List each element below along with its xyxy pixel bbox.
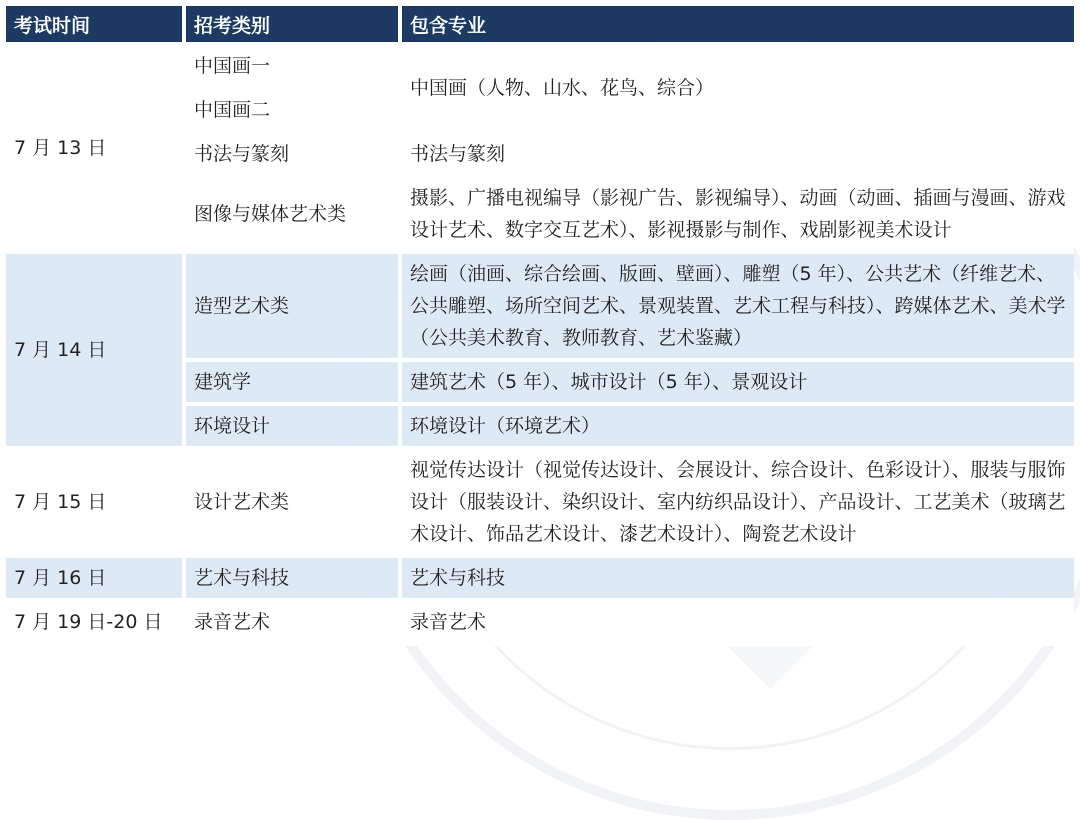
exam-schedule-table (6, 6, 1074, 646)
category-cell: 建筑学 (186, 362, 402, 406)
category-cell: 图像与媒体艺术类 (186, 178, 402, 254)
majors-cell: 书法与篆刻 (402, 134, 1074, 178)
table-row (6, 46, 1074, 90)
majors-cell: 视觉传达设计（视觉传达设计、会展设计、综合设计、色彩设计）、服装与服饰设计（服装设计、染织设计、室内纺织品设计）、产品设计、工艺美术（玻璃艺术设计、饰品艺术设计、漆艺术设计）、陶瓷艺术设计 (402, 450, 1074, 558)
majors-cell: 摄影、广播电视编导（影视广告、影视编导）、动画（动画、插画与漫画、游戏设计艺术、数字交互艺术）、影视摄影与制作、戏剧影视美术设计 (402, 178, 1074, 254)
header-row (6, 6, 1074, 46)
majors-cell: 艺术与科技 (402, 558, 1074, 602)
majors-cell: 建筑艺术（5 年）、城市设计（5 年）、景观设计 (402, 362, 1074, 406)
date-cell: 7 月 15 日 (6, 450, 186, 558)
category-cell: 造型艺术类 (186, 254, 402, 362)
date-cell: 7 月 13 日 (6, 46, 186, 254)
category-cell: 书法与篆刻 (186, 134, 402, 178)
category-cell: 环境设计 (186, 406, 402, 450)
majors-cell: 中国画（人物、山水、花鸟、综合） (402, 46, 1074, 134)
majors-cell: 环境设计（环境艺术） (402, 406, 1074, 450)
majors-cell: 录音艺术 (402, 602, 1074, 646)
header-exam-date: 考试时间 (6, 6, 186, 46)
date-cell: 7 月 19 日-20 日 (6, 602, 186, 646)
header-majors: 包含专业 (402, 6, 1074, 46)
category-cell: 艺术与科技 (186, 558, 402, 602)
table-row (6, 254, 1074, 362)
category-cell: 中国画一 (186, 46, 402, 90)
table-row (6, 602, 1074, 646)
date-cell: 7 月 14 日 (6, 254, 186, 450)
date-cell: 7 月 16 日 (6, 558, 186, 602)
category-cell: 设计艺术类 (186, 450, 402, 558)
category-cell: 录音艺术 (186, 602, 402, 646)
table-row (6, 558, 1074, 602)
category-cell: 中国画二 (186, 90, 402, 134)
table-row (6, 450, 1074, 558)
header-category: 招考类别 (186, 6, 402, 46)
majors-cell: 绘画（油画、综合绘画、版画、壁画）、雕塑（5 年）、公共艺术（纤维艺术、公共雕塑、场所空间艺术、景观装置、艺术工程与科技）、跨媒体艺术、美术学（公共美术教育、教师教育、艺术鉴藏） (402, 254, 1074, 362)
